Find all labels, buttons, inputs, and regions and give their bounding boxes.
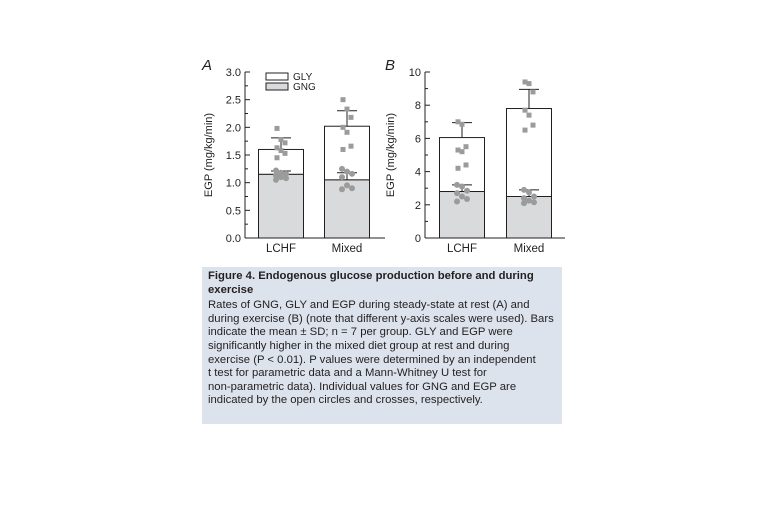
point-egp [460,122,465,127]
y-tick-label: 2 [414,199,421,212]
point-gng [339,186,345,192]
bar-gng [259,174,304,238]
point-egp [345,130,350,135]
y-tick-label: 8 [414,100,421,113]
y-tick-label: 3.0 [225,67,241,79]
caption-title: Figure 4. Endogenous glucose production before and during exercise [208,270,534,296]
point-egp [464,162,469,167]
y-tick-label: 0 [414,233,421,245]
point-egp [283,140,288,145]
point-gng [283,175,289,181]
caption-line: exercise (P < 0.01). P values were determined by an independent [208,353,536,366]
y-axis-label: EGP (mg/kg/min) [203,112,215,198]
point-egp [341,147,346,152]
y-tick-label: 2.5 [225,94,241,107]
legend-label: GNG [293,82,316,93]
point-egp [349,144,354,149]
caption-line: t test for parametric data and a Mann-Whitney U test for [208,367,487,380]
caption-line: significantly higher in the mixed diet group at rest and during [208,339,510,352]
y-tick-label: 1.5 [225,150,241,162]
panel-label: B [385,57,396,74]
point-egp [341,125,346,130]
y-tick-label: 6 [414,133,421,146]
legend-swatch-gng [266,83,288,90]
caption-line: indicate the mean ± SD; n = 7 per group. GLY and EGP were [208,326,513,339]
point-gng [454,190,460,196]
y-tick-label: 1.0 [225,177,241,190]
y-tick-label: 10 [408,67,421,79]
point-gng [459,184,465,190]
bar-gly [507,109,552,197]
legend [266,72,316,93]
point-egp [527,81,532,86]
point-egp [349,115,354,120]
caption-line: non-parametric data). Individual values for GNG and EGP are [208,380,517,393]
point-gng [531,199,537,205]
point-gng [464,196,470,202]
point-egp [275,155,280,160]
caption-line: Rates of GNG, GLY and EGP during steady-state at rest (A) and [208,299,530,312]
point-gng [526,189,532,195]
point-gng [464,188,470,194]
y-tick-label: 2.0 [225,122,241,135]
x-tick-label: Mixed [513,243,545,255]
figure-caption [202,267,562,424]
point-egp [464,144,469,149]
legend-swatch-gly [266,73,288,80]
caption-line: indicated by the open circles and crosses, respectively. [208,394,483,407]
point-egp [275,126,280,131]
point-gng [521,200,527,206]
bar-gng [325,180,370,238]
point-egp [283,151,288,156]
point-egp [531,123,536,128]
point-gng [454,198,460,204]
point-egp [341,97,346,102]
point-gng [531,194,537,200]
y-tick-label: 0.0 [225,233,241,245]
point-egp [460,149,465,154]
chart-panel-b [385,57,565,255]
point-gng [349,171,355,177]
point-gng [349,185,355,191]
point-egp [456,166,461,171]
legend-label: GLY [293,72,313,83]
caption-line: during exercise (B) (note that different y-axis scales were used). Bars [208,312,554,325]
point-egp [531,89,536,94]
panel-label: A [202,57,213,74]
caption-body [208,299,556,408]
x-tick-label: LCHF [446,243,478,255]
y-tick-label: 4 [414,166,421,179]
point-egp [523,108,528,113]
point-egp [527,113,532,118]
point-gng [339,174,345,180]
x-tick-label: LCHF [265,243,297,255]
point-egp [345,107,350,112]
point-egp [523,128,528,133]
x-tick-label: Mixed [331,243,363,255]
bar-gly [440,138,485,192]
point-gng [273,177,279,183]
y-axis-label: EGP (mg/kg/min) [385,112,397,198]
y-tick-label: 0.5 [225,205,241,218]
chart-panel-a [201,57,385,255]
